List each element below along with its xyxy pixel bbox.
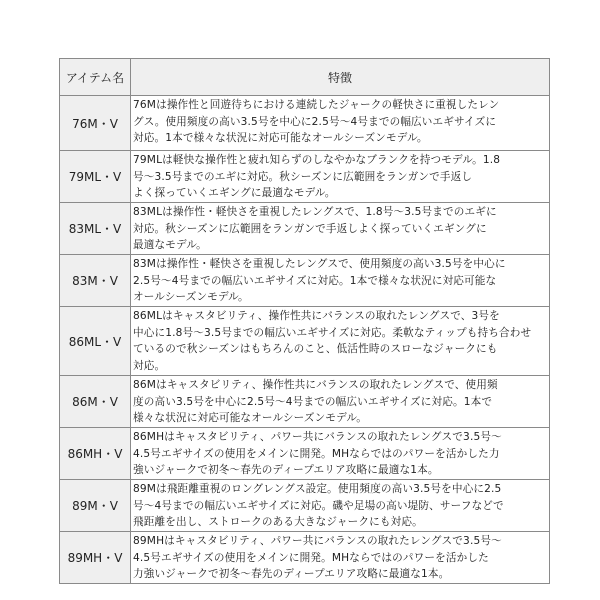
item-name: 76M・V — [60, 96, 131, 151]
description-line: 度の高い3.5号を中心に2.5号〜4号までの幅広いエギサイズに対応。1本で — [133, 395, 493, 408]
table-row — [60, 151, 550, 203]
table-row — [60, 307, 550, 376]
description-line: 89MHはキャスタビリティ、パワー共にバランスの取れたレングスで3.5号〜 — [133, 535, 502, 547]
description-line: 86Mはキャスタビリティ、操作性共にバランスの取れたレングスで、使用頻 — [133, 379, 498, 391]
item-description — [131, 480, 550, 532]
item-description — [131, 428, 550, 480]
table-row — [60, 480, 550, 532]
description-line: 対応。秋シーズンに広範囲をランガンで手返しよく探っていくエギングに — [133, 222, 487, 235]
description-line: 最適なモデル。 — [133, 239, 207, 252]
description-line: 号〜3.5号までのエギに対応。秋シーズンに広範囲をランガンで手返し — [133, 170, 473, 183]
description-line: 飛距離を出し、ストロークのある大きなジャークにも対応。 — [133, 516, 423, 529]
description-line: 号〜4号までの幅広いエギサイズに対応。磯や足場の高い堤防、サーフなどで — [133, 499, 504, 512]
item-description — [131, 532, 550, 584]
description-line: 83MLは操作性・軽快さを重視したレングスで、1.8号〜3.5号までのエギに — [133, 206, 497, 218]
item-name: 83M・V — [60, 255, 131, 307]
description-line: 79MLは軽快な操作性と疲れ知らずのしなやかなブランクを持つモデル。1.8 — [133, 154, 501, 166]
description-line: 力強いジャークで初冬〜春先のディープエリア攻略に最適な1本。 — [133, 568, 450, 581]
description-line: 強いジャークで初冬〜春先のディープエリア攻略に最適な1本。 — [133, 464, 439, 477]
item-description — [131, 203, 550, 255]
description-line: 中心に1.8号〜3.5号までの幅広いエギサイズに対応。柔軟なティップも持ち合わせ — [133, 326, 532, 339]
description-line: 83Mは操作性・軽快さを重視したレングスで、使用頻度の高い3.5号を中心に — [133, 258, 506, 270]
item-description — [131, 307, 550, 376]
table-row — [60, 532, 550, 584]
description-line: 対応。1本で様々な状況に対応可能なオールシーズンモデル。 — [133, 132, 428, 145]
item-name: 86M・V — [60, 376, 131, 428]
description-line: よく探っていくエギングに最適なモデル。 — [133, 187, 336, 200]
item-name: 79ML・V — [60, 151, 131, 203]
header-feature: 特徴 — [131, 59, 550, 96]
item-name: 86ML・V — [60, 307, 131, 376]
description-line: 2.5号〜4号までの幅広いエギサイズに対応。1本で様々な状況に対応可能な — [133, 274, 497, 287]
header-item-name: アイテム名 — [60, 59, 131, 96]
item-description — [131, 376, 550, 428]
header-row — [60, 59, 550, 96]
item-name: 83ML・V — [60, 203, 131, 255]
description-line: 4.5号エギサイズの使用をメインに開発。MHならではのパワーを活かした力 — [133, 447, 500, 460]
item-name: 86MH・V — [60, 428, 131, 480]
description-line: 4.5号エギサイズの使用をメインに開発。MHならではのパワーを活かした — [133, 551, 489, 564]
item-name: 89MH・V — [60, 532, 131, 584]
description-line: グス。使用頻度の高い3.5号を中心に2.5号〜4号までの幅広いエギサイズに — [133, 115, 497, 128]
description-line: 86MHはキャスタビリティ、パワー共にバランスの取れたレングスで3.5号〜 — [133, 431, 502, 443]
description-line: 様々な状況に対応可能なオールシーズンモデル。 — [133, 412, 367, 425]
table-row — [60, 376, 550, 428]
item-description — [131, 151, 550, 203]
table-row — [60, 428, 550, 480]
item-name: 89M・V — [60, 480, 131, 532]
description-line: 対応。 — [133, 359, 166, 372]
description-line: 86MLはキャスタビリティ、操作性共にバランスの取れたレングスで、3号を — [133, 310, 500, 322]
item-description — [131, 96, 550, 151]
description-line: 76Mは操作性と回遊待ちにおける連続したジャークの軽快さに重視したレン — [133, 99, 500, 111]
description-line: ているので秋シーズンはもちろんのこと、低活性時のスローなジャークにも — [133, 343, 498, 356]
table-row — [60, 203, 550, 255]
table-row — [60, 255, 550, 307]
item-description — [131, 255, 550, 307]
spec-table — [59, 58, 550, 584]
table-row — [60, 96, 550, 151]
description-line: オールシーズンモデル。 — [133, 291, 249, 304]
description-line: 89Mは飛距離重視のロングレングス設定。使用頻度の高い3.5号を中心に2.5 — [133, 483, 502, 495]
